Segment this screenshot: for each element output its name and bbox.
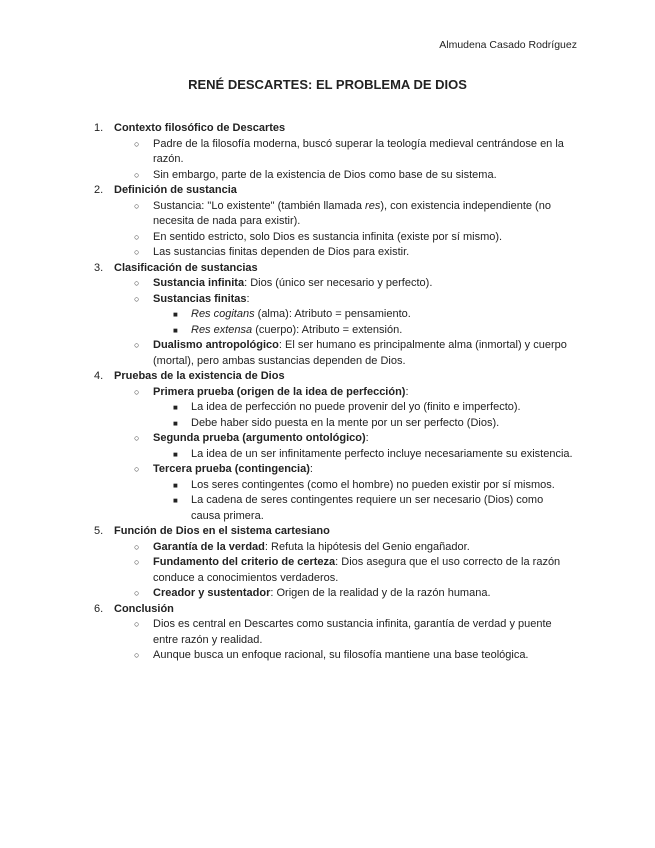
bullet-item — [94, 431, 574, 447]
sub-bullet-item — [94, 323, 574, 339]
circle-bullet-icon: ○ — [134, 650, 140, 660]
square-bullet-icon: ■ — [173, 403, 178, 412]
item-text: La cadena de seres contingentes requiere un ser necesario (Dios) como causa primera. — [191, 494, 544, 522]
item-text: Sin embargo, parte de la existencia de Dios como base de su sistema. — [153, 168, 497, 181]
item-rest: : Dios (único ser necesario y perfecto). — [244, 277, 433, 289]
circle-bullet-icon: ○ — [134, 200, 140, 211]
square-bullet-icon: ■ — [173, 449, 178, 459]
section-title: Función de Dios en el sistema cartesiano — [114, 525, 330, 537]
bullet-item — [94, 292, 574, 308]
bullet-item — [94, 245, 574, 261]
section-title: Clasificación de sustancias — [114, 261, 258, 274]
bullet-item — [94, 338, 574, 369]
item-text: Debe haber sido puesta en la mente por un ser perfecto (Dios). — [191, 416, 500, 429]
outline-section — [94, 121, 574, 137]
outline-section — [94, 183, 574, 199]
item-rest: (alma): Atributo = pensamiento. — [254, 308, 411, 320]
item-text: La idea de un ser infinitamente perfecto incluye necesariamente su existencia. — [191, 447, 573, 460]
item-text: Padre de la filosofía moderna, buscó superar la teología medieval centrándose en la razón. — [153, 137, 564, 165]
outline — [94, 121, 574, 664]
bullet-item — [94, 199, 574, 230]
bullet-item — [94, 540, 574, 556]
item-term: Res cogitans — [191, 308, 255, 320]
bullet-item — [94, 168, 574, 184]
sub-bullet-item — [94, 307, 574, 323]
circle-bullet-icon: ○ — [134, 278, 140, 288]
item-rest: : Refuta la hipótesis del Genio engañador. — [264, 540, 470, 553]
bullet-item — [94, 617, 574, 648]
sub-bullet-item — [94, 493, 574, 524]
circle-bullet-icon: ○ — [134, 340, 140, 350]
square-bullet-icon: ■ — [173, 418, 178, 428]
circle-bullet-icon: ○ — [134, 557, 140, 567]
circle-bullet-icon: ○ — [134, 464, 140, 474]
document-title: RENÉ DESCARTES: EL PROBLEMA DE DIOS — [188, 77, 467, 92]
sub-bullet-item — [94, 478, 574, 494]
bullet-item — [94, 555, 574, 586]
circle-bullet-icon: ○ — [134, 588, 140, 598]
item-rest: : Origen de la realidad y de la razón humana. — [270, 587, 491, 599]
circle-bullet-icon: ○ — [134, 293, 140, 304]
section-title: Contexto filosófico de Descartes — [114, 122, 286, 134]
circle-bullet-icon: ○ — [134, 541, 140, 552]
circle-bullet-icon: ○ — [134, 247, 140, 257]
sub-bullet-item — [94, 400, 574, 416]
bullet-item — [94, 385, 574, 401]
bullet-item — [94, 276, 574, 292]
square-bullet-icon: ■ — [173, 496, 178, 505]
item-post: ), con existencia independiente (no necesita de nada para existir). — [153, 199, 551, 227]
item-rest: : — [309, 463, 313, 475]
bullet-item — [94, 137, 574, 168]
item-text: En sentido estricto, solo Dios es sustancia infinita (existe por sí mismo). — [153, 230, 503, 243]
item-term: Primera prueba (origen de la idea de perfección) — [153, 385, 406, 398]
item-term: Tercera prueba (contingencia) — [153, 463, 310, 475]
item-text: Dios es central en Descartes como sustancia infinita, garantía de verdad y puente entre razón y realidad. — [153, 618, 552, 646]
outline-section — [94, 602, 574, 618]
section-number: 2. — [94, 184, 104, 196]
sub-bullet-item — [94, 447, 574, 463]
bullet-item — [94, 230, 574, 246]
item-rest: (cuerpo): Atributo = extensión. — [252, 323, 403, 336]
circle-bullet-icon: ○ — [134, 619, 140, 629]
item-term: Garantía de la verdad — [153, 540, 265, 553]
circle-bullet-icon: ○ — [134, 231, 140, 242]
circle-bullet-icon: ○ — [134, 433, 140, 443]
square-bullet-icon: ■ — [173, 310, 178, 319]
bullet-item — [94, 462, 574, 478]
section-number: 4. — [94, 370, 104, 382]
item-term: Fundamento del criterio de certeza — [153, 556, 336, 568]
section-number: 5. — [94, 525, 104, 537]
item-text: Las sustancias finitas dependen de Dios para existir. — [153, 246, 410, 258]
circle-bullet-icon: ○ — [134, 386, 140, 397]
item-rest: : — [246, 292, 250, 305]
item-rest: : — [405, 385, 409, 398]
outline-section — [94, 261, 574, 277]
outline-section — [94, 524, 574, 540]
section-title: Pruebas de la existencia de Dios — [114, 370, 285, 382]
author-name: Almudena Casado Rodríguez — [439, 39, 577, 51]
item-term: Segunda prueba (argumento ontológico) — [153, 432, 366, 444]
item-term: Sustancia infinita — [153, 277, 245, 289]
item-term: Dualismo antropológico — [153, 339, 279, 351]
item-text: Los seres contingentes (como el hombre) no pueden existir por sí mismos. — [191, 478, 555, 491]
item-term: Sustancias finitas — [153, 292, 247, 305]
section-number: 6. — [94, 602, 104, 615]
item-term: Res extensa — [191, 323, 253, 336]
square-bullet-icon: ■ — [173, 480, 178, 490]
item-rest: : El ser humano es principalmente alma (inmortal) y cuerpo (mortal), pero ambas sustancias dependen de Dios. — [153, 339, 567, 367]
item-italic: res — [365, 199, 381, 212]
circle-bullet-icon: ○ — [134, 138, 140, 149]
outline-section — [94, 369, 574, 385]
section-title: Conclusión — [114, 602, 174, 615]
circle-bullet-icon: ○ — [134, 169, 140, 180]
section-title: Definición de sustancia — [114, 184, 237, 196]
item-term: Creador y sustentador — [153, 587, 271, 599]
item-text: La idea de perfección no puede provenir del yo (finito e imperfecto). — [191, 401, 521, 413]
bullet-item — [94, 586, 574, 602]
section-number: 3. — [94, 261, 104, 274]
item-rest: : — [365, 432, 369, 444]
square-bullet-icon: ■ — [173, 325, 178, 335]
bullet-item — [94, 648, 574, 664]
section-number: 1. — [94, 122, 104, 134]
sub-bullet-item — [94, 416, 574, 432]
item-text: Aunque busca un enfoque racional, su filosofía mantiene una base teológica. — [153, 649, 529, 661]
item-rest: : Dios asegura que el uso correcto de la razón conduce a conocimientos verdaderos. — [153, 556, 561, 584]
item-pre: Sustancia: "Lo existente" (también llamada — [153, 199, 366, 212]
